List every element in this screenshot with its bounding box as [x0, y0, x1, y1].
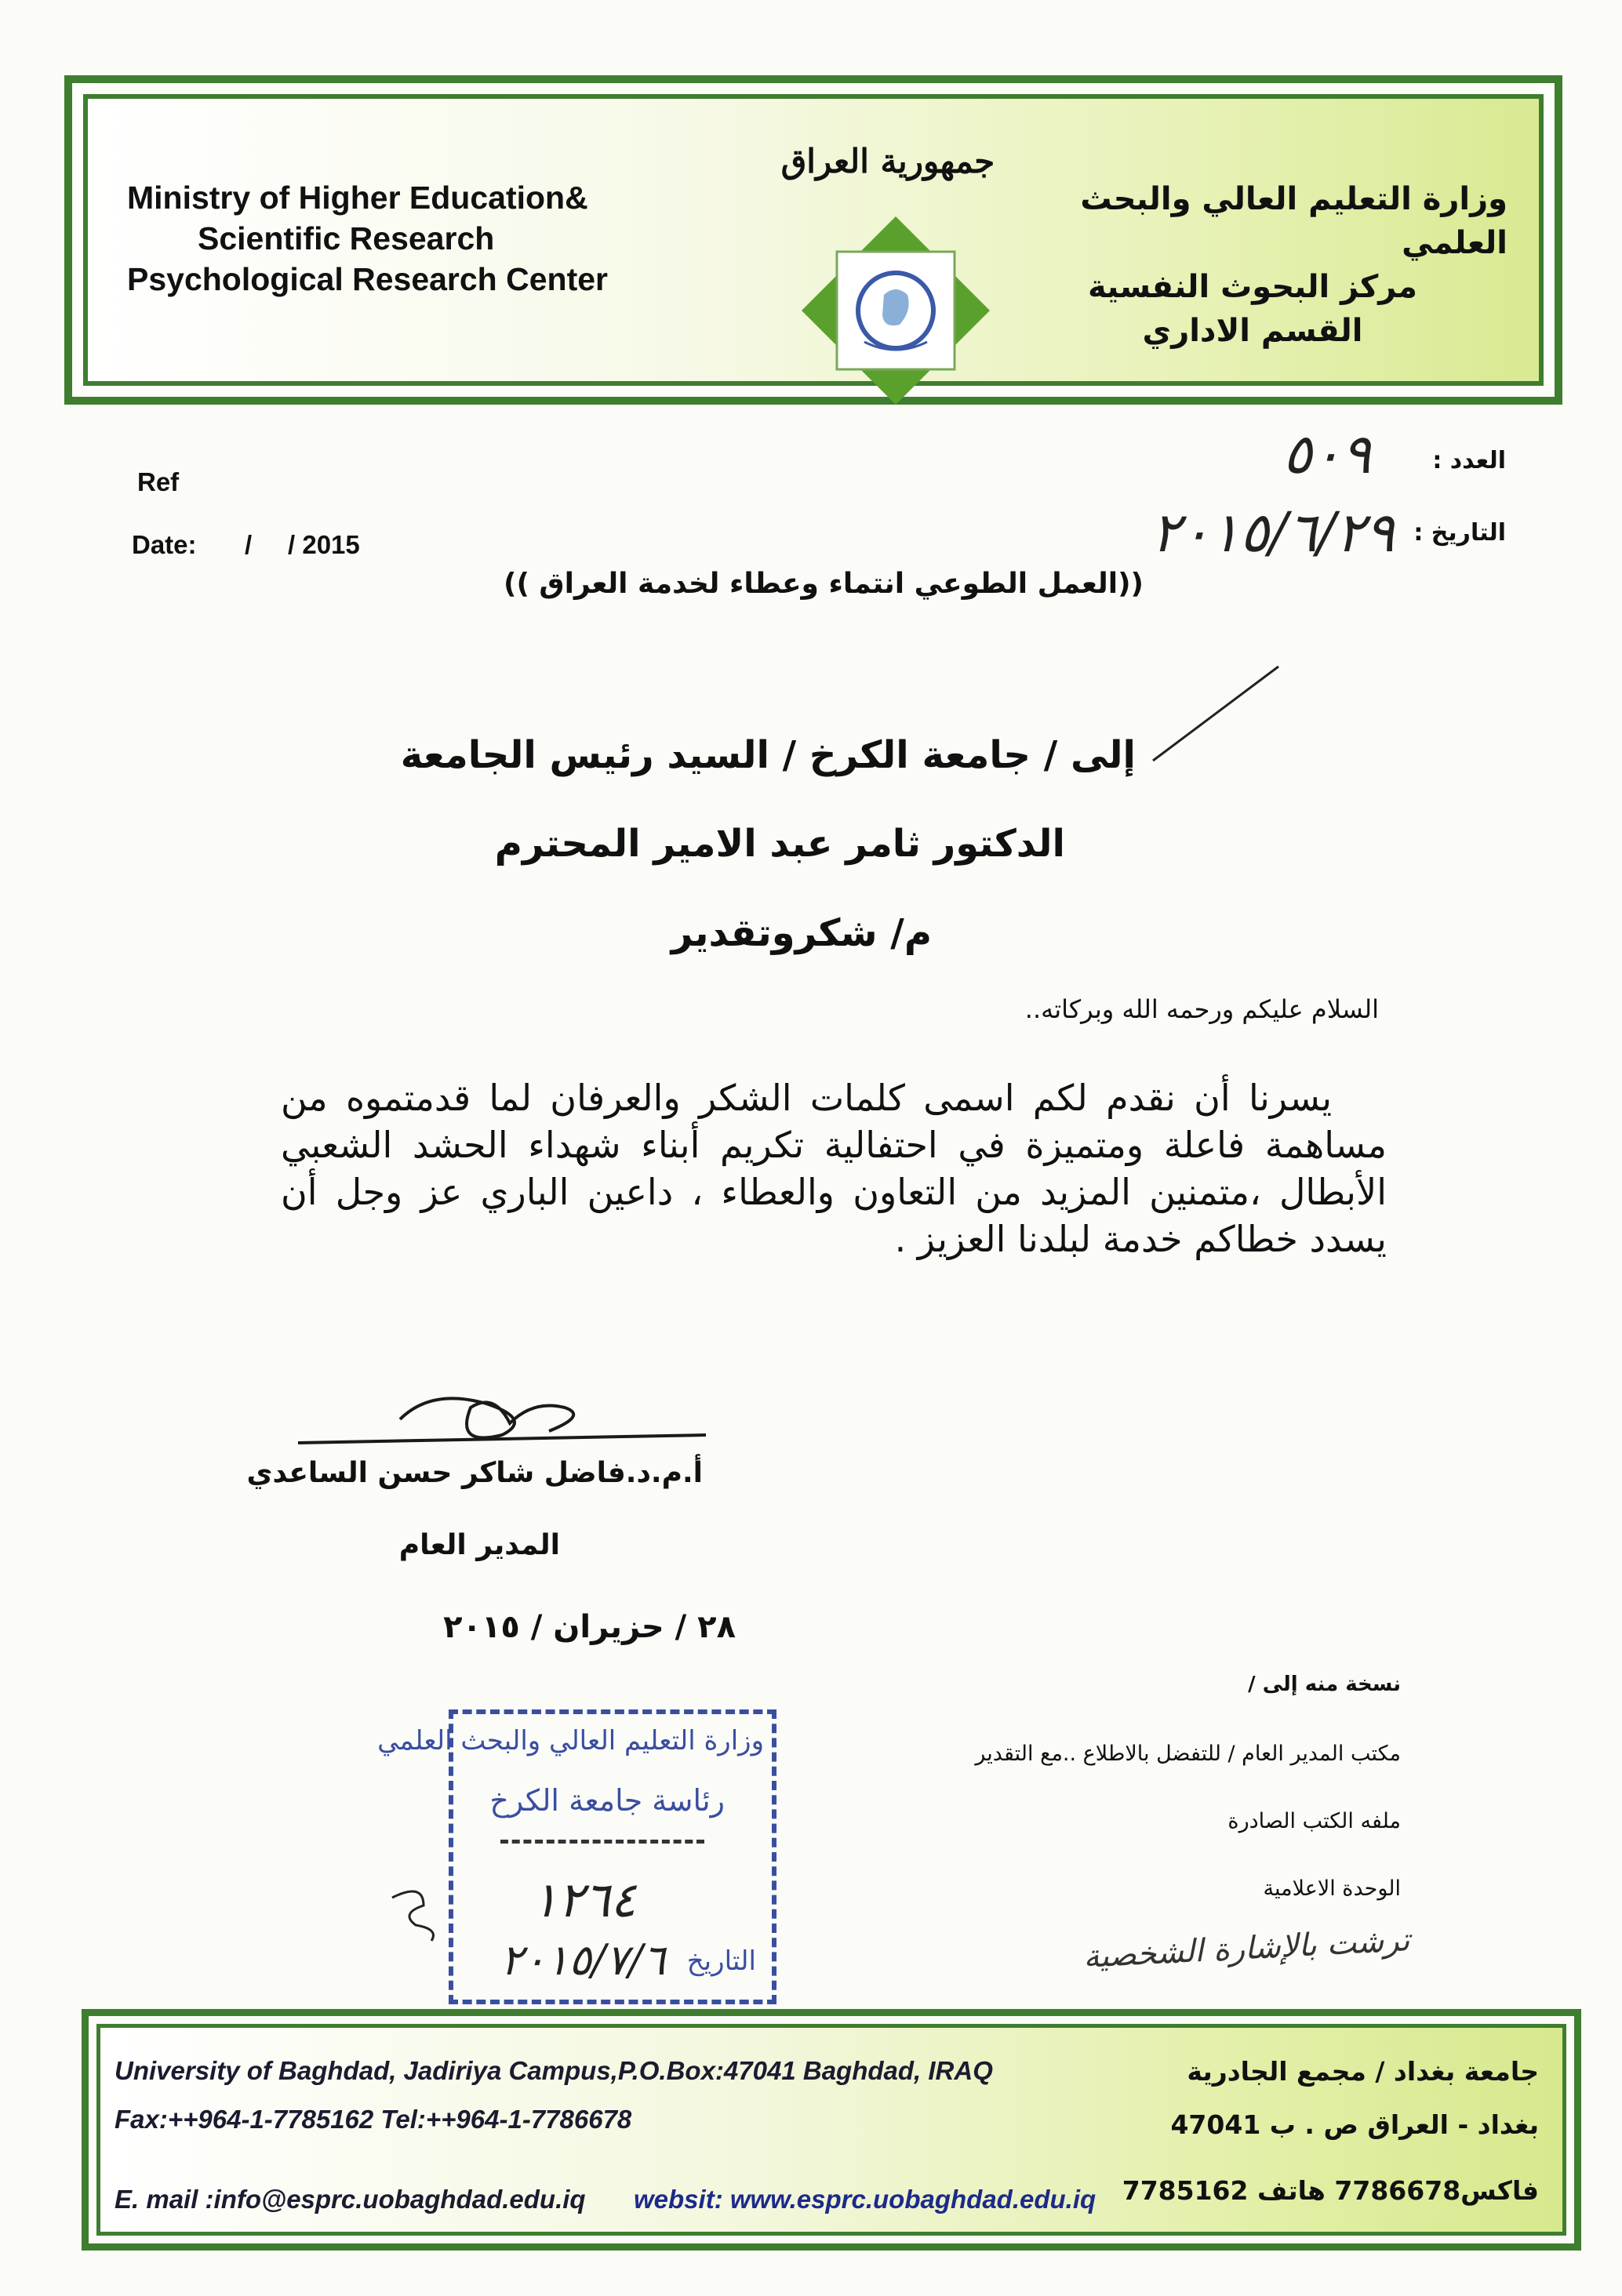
subject-line: م/ شكروتقدير: [671, 911, 932, 955]
footer-phones: Fax:++964-1-7785162 Tel:++964-1-7786678: [115, 2105, 632, 2134]
body-line: يسدد خطاكم خدمة لبلدنا العزيز .: [894, 1218, 1387, 1260]
body-line: الأبطال ،متمنين المزيد من التعاون والعطاء ، داعين الباري عز وجل أن: [281, 1171, 1387, 1213]
date-label: Date:: [132, 530, 197, 559]
center-name-en: Psychological Research Center: [127, 261, 608, 297]
date-value: / / 2015: [245, 530, 360, 559]
footer-email[interactable]: E. mail :info@esprc.uobaghdad.edu.iq: [115, 2185, 586, 2214]
letterhead: [64, 75, 1562, 405]
department-name-ar: القسم الاداري: [1142, 313, 1363, 349]
signatory-name: أ.م.د.فاضل شاكر حسن الساعدي: [246, 1457, 703, 1489]
center-logo-icon: [802, 216, 990, 405]
footer-ar-address: جامعة بغداد / مجمع الجادرية: [1187, 2056, 1539, 2087]
pen-stroke: [1145, 659, 1286, 768]
stamp-number: ١٢٦٤: [532, 1871, 637, 1928]
signatory-title: المدير العام: [398, 1529, 560, 1561]
greeting: السلام عليكم ورحمه الله وبركاته..: [1024, 994, 1379, 1024]
copy-item: ملفه الكتب الصادرة: [1227, 1809, 1401, 1833]
number-label-ar: العدد :: [1432, 447, 1506, 474]
footer-address: University of Baghdad, Jadiriya Campus,P.O.Box:47041 Baghdad, IRAQ: [115, 2056, 993, 2085]
ministry-name-en: Ministry of Higher Education&: [127, 180, 588, 216]
ministry-name-ar: وزارة التعليم العالي والبحث العلمي: [1080, 181, 1507, 261]
footer-band: [82, 2009, 1581, 2251]
country-name: جمهورية العراق: [780, 142, 995, 180]
signature-scribble: [282, 1380, 722, 1466]
center-name-ar: مركز البحوث النفسية: [1088, 269, 1417, 305]
signature-date: ٢٨ / حزيران / ٢٠١٥: [443, 1609, 736, 1645]
slogan: ((العمل الطوعي انتماء وعطاء لخدمة العراق )): [503, 568, 1144, 600]
copy-item: مكتب المدير العام / للتفضل بالاطلاع ..مع التقدير: [975, 1742, 1401, 1766]
footer-ar-city: بغداد - العراق ص . ب 47041: [1170, 2109, 1539, 2140]
ministry-name-en-2: Scientific Research: [198, 220, 495, 256]
recipient-line: إلى / جامعة الكرخ / السيد رئيس الجامعة: [400, 733, 1136, 777]
recipient-name: الدكتور ثامر عبد الامير المحترم: [494, 822, 1065, 866]
footer-website[interactable]: websit: www.esprc.uobaghdad.edu.iq: [634, 2185, 1096, 2214]
stamp-dashes: [500, 1840, 704, 1844]
copies-heading: نسخة منه إلى /: [1248, 1673, 1401, 1696]
date-label-ar: التاريخ :: [1413, 519, 1506, 547]
receipt-stamp: [377, 1709, 776, 2004]
date-value-ar: ٢٠١٥/٦/٢٩: [1151, 500, 1395, 565]
stamp-university: رئاسة جامعة الكرخ: [489, 1783, 725, 1818]
english-letterhead: [127, 177, 608, 300]
letter-body: [281, 1074, 1387, 1262]
number-value-ar: ٥٠٩: [1282, 422, 1371, 486]
ref-label: Ref: [137, 467, 180, 496]
stamp-date-label: التاريخ: [686, 1945, 756, 1977]
footer-inner: [96, 2024, 1566, 2236]
body-line: مساهمة فاعلة ومتميزة في احتفالية تكريم أبناء شهداء الحشد الشعبي: [281, 1124, 1387, 1166]
handwritten-mark: [376, 1882, 447, 1945]
footer-ar-phones: فاكس7786678 هاتف 7785162: [1122, 2175, 1539, 2206]
body-line: يسرنا أن نقدم لكم اسمى كلمات الشكر والعرفان لما قدمتموه من: [281, 1077, 1332, 1119]
stamp-ministry: وزارة التعليم العالي والبحث العلمي: [377, 1725, 764, 1757]
handwritten-note: ترشت بالإشارة الشخصية: [1082, 1922, 1411, 1975]
letterhead-inner: [83, 94, 1544, 386]
arabic-letterhead: [998, 177, 1507, 353]
copy-item: الوحدة الاعلامية: [1263, 1876, 1401, 1901]
stamp-date: ٢٠١٥/٧/٦: [500, 1935, 666, 1985]
